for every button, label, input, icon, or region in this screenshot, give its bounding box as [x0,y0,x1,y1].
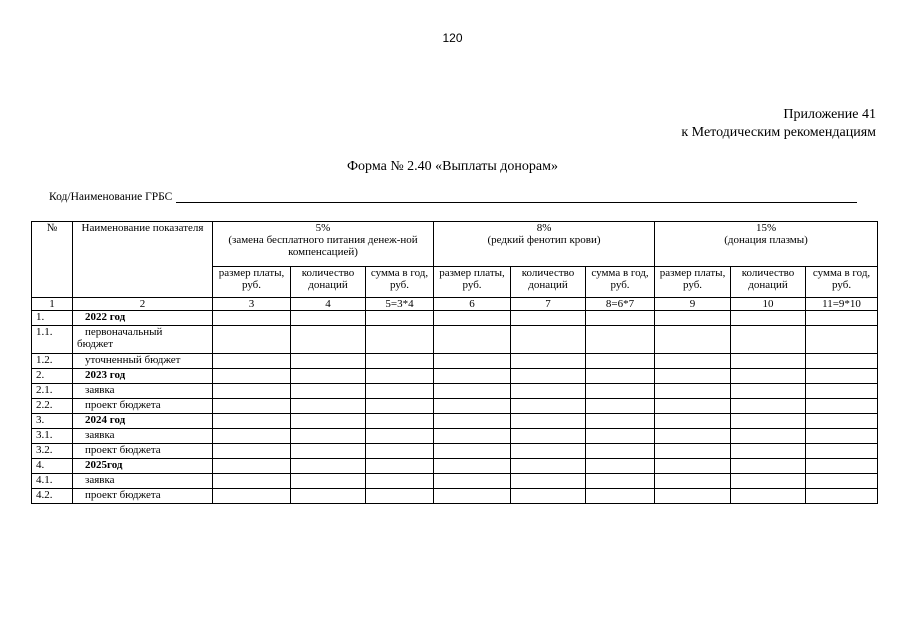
value-cell[interactable] [291,474,366,489]
header-indicator-name: Наименование показателя [73,222,213,298]
value-cell[interactable] [806,354,878,369]
row-number: 4. [32,459,73,474]
value-cell[interactable] [731,444,806,459]
column-number: 3 [213,298,291,311]
value-cell[interactable] [655,384,731,399]
column-number: 9 [655,298,731,311]
row-number: 2. [32,369,73,384]
value-cell[interactable] [586,444,655,459]
row-indicator-name: проект бюджета [73,444,213,459]
table-row [32,489,878,504]
subheader-cell: сумма в год, руб. [366,267,434,298]
row-indicator-name: заявка [73,384,213,399]
table-row [32,444,878,459]
row-number: 1. [32,311,73,326]
value-cell[interactable] [291,399,366,414]
subheader-cell: количество донаций [731,267,806,298]
group-5pct-percent: 5% [315,222,331,234]
row-number: 2.1. [32,384,73,399]
value-cell[interactable] [655,429,731,444]
value-cell[interactable] [511,444,586,459]
value-cell[interactable] [586,474,655,489]
value-cell[interactable] [213,444,291,459]
value-cell[interactable] [655,311,731,326]
value-cell[interactable] [291,459,366,474]
value-cell[interactable] [291,444,366,459]
column-number-row [32,298,878,311]
row-indicator-name: 2022 год [73,311,213,326]
value-cell[interactable] [655,444,731,459]
column-number: 1 [32,298,73,311]
header-group-8pct [434,222,655,267]
table-row [32,354,878,369]
value-cell[interactable] [586,414,655,429]
column-number: 10 [731,298,806,311]
header-row [32,222,878,267]
value-cell[interactable] [366,399,434,414]
value-cell[interactable] [655,399,731,414]
value-cell[interactable] [586,311,655,326]
row-indicator-name: 2024 год [73,414,213,429]
value-cell[interactable] [213,429,291,444]
value-cell[interactable] [655,354,731,369]
value-cell[interactable] [586,429,655,444]
value-cell[interactable] [586,399,655,414]
row-number: 3. [32,414,73,429]
value-cell[interactable] [366,489,434,504]
value-cell[interactable] [806,444,878,459]
column-number: 2 [73,298,213,311]
value-cell[interactable] [586,384,655,399]
row-indicator-name: 2025год [73,459,213,474]
value-cell[interactable] [366,384,434,399]
value-cell[interactable] [434,489,511,504]
value-cell[interactable] [655,369,731,384]
table-row [32,429,878,444]
value-cell[interactable] [291,369,366,384]
row-number: 4.2. [32,489,73,504]
row-number: 1.1. [32,326,73,354]
row-indicator-name-line2: бюджет [77,338,113,350]
row-number: 2.2. [32,399,73,414]
value-cell[interactable] [511,354,586,369]
row-number: 1.2. [32,354,73,369]
value-cell[interactable] [511,326,586,354]
value-cell[interactable] [366,326,434,354]
column-number: 5=3*4 [366,298,434,311]
group-15pct-percent: 15% [755,222,777,234]
value-cell[interactable] [806,489,878,504]
value-cell[interactable] [655,414,731,429]
value-cell[interactable] [213,474,291,489]
value-cell[interactable] [213,311,291,326]
value-cell[interactable] [366,414,434,429]
value-cell[interactable] [291,311,366,326]
row-number: 3.1. [32,429,73,444]
subheader-cell: количество донаций [511,267,586,298]
row-indicator-name: уточненный бюджет [73,354,213,369]
value-cell[interactable] [586,459,655,474]
subheader-cell: размер платы, руб. [213,267,291,298]
value-cell[interactable] [291,384,366,399]
value-cell[interactable] [434,311,511,326]
value-cell[interactable] [434,384,511,399]
value-cell[interactable] [434,369,511,384]
value-cell[interactable] [731,369,806,384]
value-cell[interactable] [434,414,511,429]
value-cell[interactable] [213,489,291,504]
value-cell[interactable] [511,384,586,399]
column-number: 6 [434,298,511,311]
value-cell[interactable] [806,311,878,326]
value-cell[interactable] [434,326,511,354]
table-row [32,474,878,489]
value-cell[interactable] [806,369,878,384]
value-cell[interactable] [731,326,806,354]
appendix-line-2: к Методическим рекомендациям [681,125,876,140]
value-cell[interactable] [291,414,366,429]
column-number: 7 [511,298,586,311]
value-cell[interactable] [586,489,655,504]
value-cell[interactable] [291,326,366,354]
value-cell[interactable] [731,429,806,444]
column-number: 8=6*7 [586,298,655,311]
value-cell[interactable] [731,384,806,399]
value-cell[interactable] [291,489,366,504]
value-cell[interactable] [806,414,878,429]
value-cell[interactable] [511,414,586,429]
year-row [32,459,878,474]
value-cell[interactable] [731,459,806,474]
column-number: 4 [291,298,366,311]
value-cell[interactable] [806,399,878,414]
appendix-reference [681,106,876,142]
grbs-field [49,191,857,203]
row-indicator-name: 2023 год [73,369,213,384]
group-5pct-desc: (замена бесплатного питания денеж-ной компенсацией) [228,234,418,258]
value-cell[interactable] [655,459,731,474]
header-group-15pct [655,222,878,267]
value-cell[interactable] [511,311,586,326]
value-cell[interactable] [434,399,511,414]
table-row [32,326,878,354]
value-cell[interactable] [806,459,878,474]
value-cell[interactable] [655,326,731,354]
value-cell[interactable] [511,399,586,414]
value-cell[interactable] [731,311,806,326]
page-number: 120 [442,31,463,45]
year-row [32,311,878,326]
group-8pct-desc: (редкий фенотип крови) [487,234,601,246]
subheader-cell: количество донаций [291,267,366,298]
value-cell[interactable] [655,489,731,504]
table-row [32,399,878,414]
row-indicator-name: заявка [73,429,213,444]
header-no: № [32,222,73,298]
subheader-cell: размер платы, руб. [434,267,511,298]
value-cell[interactable] [511,429,586,444]
value-cell[interactable] [213,414,291,429]
value-cell[interactable] [511,489,586,504]
value-cell[interactable] [213,326,291,354]
value-cell[interactable] [806,384,878,399]
appendix-line-1: Приложение 41 [783,107,876,122]
value-cell[interactable] [213,384,291,399]
value-cell[interactable] [806,474,878,489]
year-row [32,369,878,384]
value-cell[interactable] [586,369,655,384]
value-cell[interactable] [434,444,511,459]
grbs-fill-line[interactable] [176,191,857,203]
group-15pct-desc: (донация плазмы) [724,234,808,246]
value-cell[interactable] [586,326,655,354]
value-cell[interactable] [291,354,366,369]
value-cell[interactable] [511,369,586,384]
value-cell[interactable] [291,429,366,444]
value-cell[interactable] [366,311,434,326]
value-cell[interactable] [366,354,434,369]
subheader-cell: сумма в год, руб. [586,267,655,298]
value-cell[interactable] [434,429,511,444]
value-cell[interactable] [731,414,806,429]
value-cell[interactable] [366,444,434,459]
value-cell[interactable] [655,474,731,489]
value-cell[interactable] [434,354,511,369]
value-cell[interactable] [731,399,806,414]
value-cell[interactable] [511,474,586,489]
donor-payments-table [31,221,878,504]
row-indicator-name-line1: первоначальный [85,326,163,338]
table-row [32,384,878,399]
row-indicator-name: проект бюджета [73,489,213,504]
year-row [32,414,878,429]
row-indicator-name [73,326,213,354]
value-cell[interactable] [731,354,806,369]
row-number: 3.2. [32,444,73,459]
value-cell[interactable] [806,429,878,444]
row-number: 4.1. [32,474,73,489]
value-cell[interactable] [213,399,291,414]
value-cell[interactable] [434,474,511,489]
value-cell[interactable] [731,489,806,504]
row-indicator-name: заявка [73,474,213,489]
value-cell[interactable] [213,354,291,369]
subheader-cell: размер платы, руб. [655,267,731,298]
group-8pct-percent: 8% [536,222,552,234]
form-title: Форма № 2.40 «Выплаты донорам» [347,159,558,174]
value-cell[interactable] [366,474,434,489]
value-cell[interactable] [434,459,511,474]
value-cell[interactable] [511,459,586,474]
value-cell[interactable] [366,429,434,444]
value-cell[interactable] [806,326,878,354]
value-cell[interactable] [213,459,291,474]
value-cell[interactable] [586,354,655,369]
value-cell[interactable] [366,369,434,384]
grbs-label: Код/Наименование ГРБС [49,191,173,203]
column-number: 11=9*10 [806,298,878,311]
header-group-5pct [213,222,434,267]
subheader-cell: сумма в год, руб. [806,267,878,298]
value-cell[interactable] [366,459,434,474]
value-cell[interactable] [213,369,291,384]
row-indicator-name: проект бюджета [73,399,213,414]
value-cell[interactable] [731,474,806,489]
